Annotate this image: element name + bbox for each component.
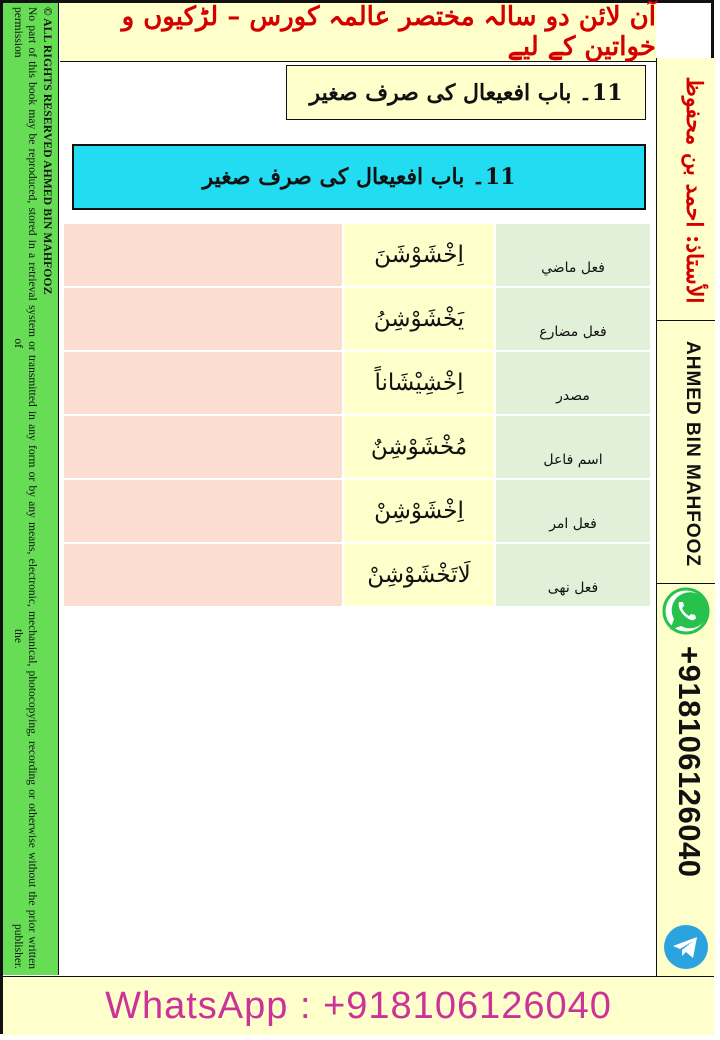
arabic-form: مُخْشَوْشِنٌ [344,416,494,478]
form-label: فعل ماضي [496,224,650,286]
blank-cell [64,224,342,286]
contact-sidebar [656,58,715,976]
form-label: اسم فاعل [496,416,650,478]
telegram-icon[interactable] [661,922,711,972]
phone-number[interactable]: +918106126040 [672,646,707,878]
author-name: AHMED BIN MAHFOOZ [682,341,703,567]
conjugation-table [64,224,650,608]
whatsapp-footer [3,976,714,1035]
whatsapp-footer-text[interactable]: WhatsApp : +918106126040 [105,984,612,1027]
form-label: مصدر [496,352,650,414]
blank-cell [64,416,342,478]
course-header-text: آن لائن دو سالہ مختصر عالمہ کورس – لڑکیوں و خواتین کے لیے [121,2,656,62]
form-label: فعل نهى [496,544,650,606]
blank-cell [64,288,342,350]
table-row [64,224,650,286]
teacher-name-box [657,58,715,321]
copyright-notice: No part of this book may be reproduced, stored in a retrieval system or transmitted in any form or by any means, electronic, mechanical, photocopying, recording or otherwise without the prior written permission of the publisher. [12,7,38,969]
blank-cell [64,480,342,542]
author-name-box [657,321,715,584]
form-label: فعل امر [496,480,650,542]
arabic-form: لَاتَخْشَوْشِنْ [344,544,494,606]
section-title-banner [72,144,646,210]
table-row [64,416,650,478]
table-row [64,288,650,350]
table-row [64,544,650,606]
whatsapp-icon[interactable] [661,586,711,636]
table-row [64,352,650,414]
blank-cell [64,352,342,414]
section-title-small-text: 11۔ باب افعیعال کی صرف صغیر [309,79,623,106]
phone-box [657,584,715,976]
copyright-strip [3,3,59,975]
table-row [64,480,650,542]
arabic-form: اِخْشَوْشَنَ [344,224,494,286]
blank-cell [64,544,342,606]
section-title-small [286,65,646,120]
section-title-banner-text: 11۔ باب افعیعال کی صرف صغیر [202,164,516,190]
copyright-title: © ALL RIGHTS RESERVED AHMED BIN MAHFOOZ [41,7,53,295]
arabic-form: اِخْشِيْشَاناً [344,352,494,414]
arabic-form: اِخْشَوْشِنْ [344,480,494,542]
course-header [60,3,656,62]
form-label: فعل مضارع [496,288,650,350]
teacher-name-urdu: الأستاذ: احمد بن محفوظ [681,76,707,304]
arabic-form: يَخْشَوْشِنُ [344,288,494,350]
